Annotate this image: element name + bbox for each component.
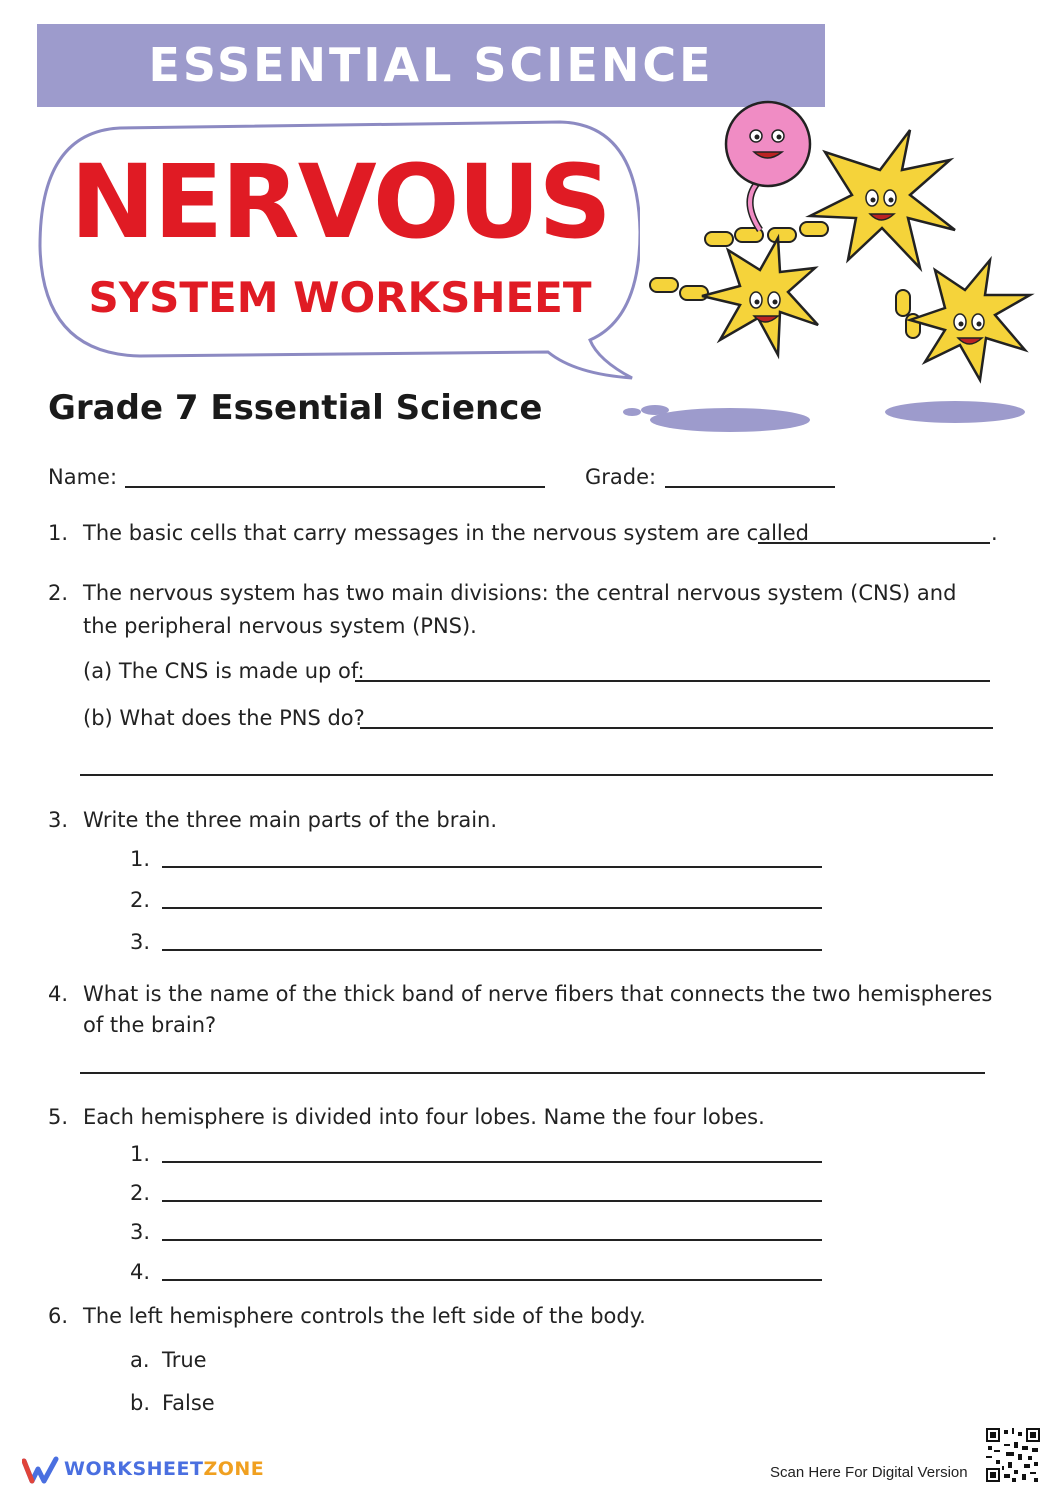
q6-option-false[interactable]: False [162, 1391, 215, 1415]
worksheetzone-logo-icon [22, 1455, 60, 1485]
q3-item-number: 2. [130, 888, 151, 912]
name-label: Name: [48, 465, 118, 489]
q5-item-number: 1. [130, 1142, 151, 1166]
q3-number: 3. [48, 808, 69, 832]
q2b-answer-line-2[interactable] [80, 774, 993, 776]
q6-number: 6. [48, 1304, 69, 1328]
q1-period: . [991, 521, 998, 545]
q4-text-line1: What is the name of the thick band of nerve fibers that connects the two hemispheres [83, 982, 993, 1006]
q2-number: 2. [48, 581, 69, 605]
q3-item-number: 3. [130, 930, 151, 954]
q5-answer-line-1[interactable] [162, 1161, 822, 1163]
q6-option-true[interactable]: True [162, 1348, 207, 1372]
q6-option-a-letter: a. [130, 1348, 150, 1372]
q2b-text: (b) What does the PNS do? [83, 706, 365, 730]
neuron-illustration [610, 100, 1050, 440]
q5-answer-line-2[interactable] [162, 1200, 822, 1202]
q2-text-line1: The nervous system has two main divisions: the central nervous system (CNS) and [83, 581, 957, 605]
q5-item-number: 3. [130, 1220, 151, 1244]
name-field[interactable] [125, 486, 545, 488]
q2b-answer-line[interactable] [360, 727, 993, 729]
banner-title: ESSENTIAL SCIENCE [148, 38, 714, 92]
brain-character-icon [726, 102, 810, 230]
q5-answer-line-4[interactable] [162, 1279, 822, 1281]
q4-number: 4. [48, 982, 69, 1006]
q5-answer-line-3[interactable] [162, 1239, 822, 1241]
q3-answer-line-1[interactable] [162, 866, 822, 868]
q2-text-line2: the peripheral nervous system (PNS). [83, 614, 477, 638]
q2a-answer-line[interactable] [355, 680, 990, 682]
brand-part2: ZONE [203, 1458, 265, 1480]
q5-item-number: 2. [130, 1181, 151, 1205]
q6-text: The left hemisphere controls the left side of the body. [83, 1304, 646, 1328]
q5-item-number: 4. [130, 1260, 151, 1284]
grade-field[interactable] [665, 486, 835, 488]
q1-text: The basic cells that carry messages in the nervous system are called [83, 521, 809, 545]
neuron-shadows-icon [623, 401, 1025, 432]
q1-number: 1. [48, 521, 69, 545]
q4-text-line2: of the brain? [83, 1013, 217, 1037]
q4-answer-line[interactable] [80, 1072, 985, 1074]
q3-item-number: 1. [130, 847, 151, 871]
q5-text: Each hemisphere is divided into four lobes. Name the four lobes. [83, 1105, 765, 1129]
q5-number: 5. [48, 1105, 69, 1129]
worksheet-subtitle: Grade 7 Essential Science [48, 388, 543, 428]
brand-part1: WORKSHEET [64, 1458, 204, 1480]
scan-caption: Scan Here For Digital Version [770, 1464, 968, 1481]
qr-code-icon[interactable] [984, 1426, 1042, 1484]
q3-text: Write the three main parts of the brain. [83, 808, 498, 832]
title-main: NERVOUS [70, 143, 610, 262]
grade-label: Grade: [585, 465, 657, 489]
title-sub: SYSTEM WORKSHEET [88, 273, 592, 322]
q3-answer-line-2[interactable] [162, 907, 822, 909]
q2a-text: (a) The CNS is made up of: [83, 659, 365, 683]
footer-brand[interactable] [64, 1458, 264, 1480]
q1-answer-line[interactable] [758, 542, 990, 544]
q6-option-b-letter: b. [130, 1391, 151, 1415]
q3-answer-line-3[interactable] [162, 949, 822, 951]
